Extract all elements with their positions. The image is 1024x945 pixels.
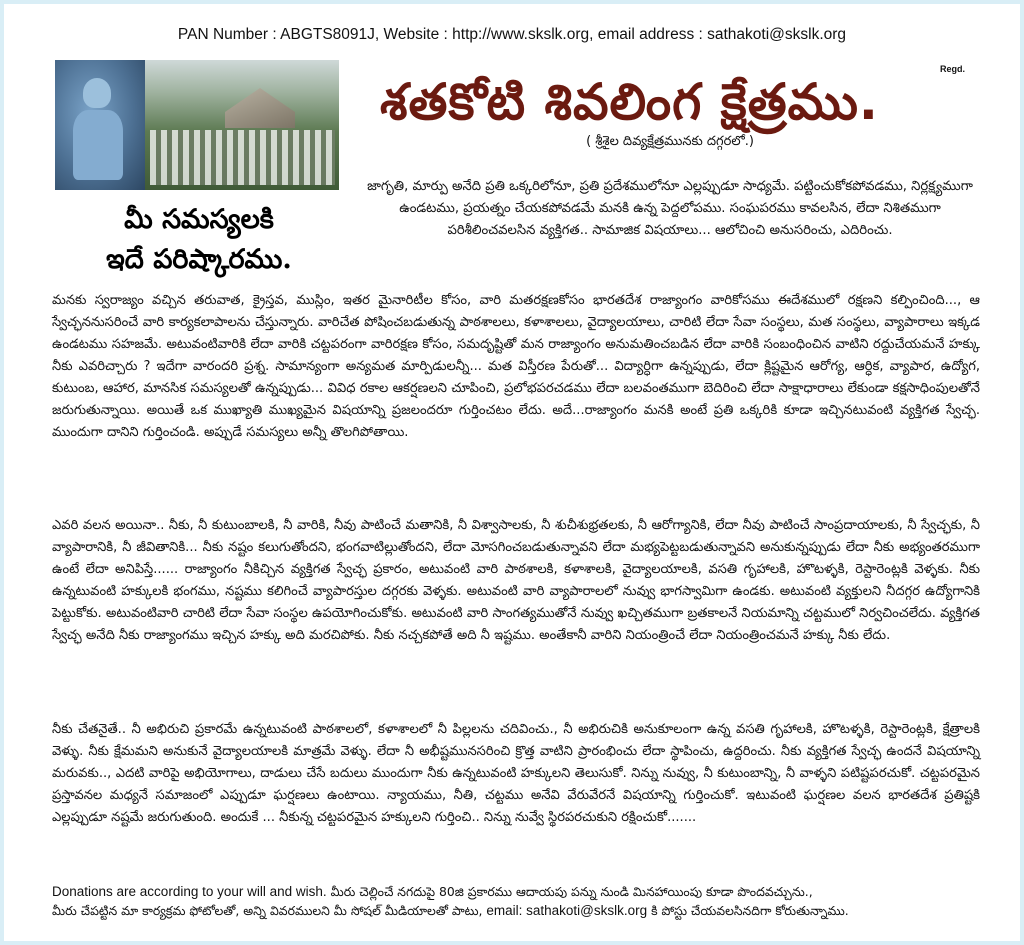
- shiva-statue-image: [55, 60, 145, 190]
- regd-label: Regd.: [940, 64, 966, 74]
- footer: [52, 882, 1012, 920]
- page-subtitle: ( శ్రీశైల దివ్యక్షేత్రమునకు దగ్గరలో.): [586, 134, 754, 149]
- footer-social-text: మీరు చేపట్టిన మా కార్యక్రమ ఫోటోలతో, అన్ని వివరములని మీ సోషల్ మీడియాలతో పాటు,: [52, 903, 487, 918]
- footer-line-2: [52, 901, 1012, 920]
- body-paragraph-3: నీకు చేతనైతే.. నీ అభిరుచి ప్రకారమే ఉన్నటువంటి పాఠశాలలో, కళాశాలలో నీ పిల్లలను చదివించు., నీ అభిరుచికి అనుకూలంగా ఉన్న వసతి గృహాలకి, హొటళ్ళకి, రెస్టారెంట్లకి, క్షేత్రాలకి వెళ్ళు. నీకు క్షేమమని అనుకునే వైద్యాలయాలకి మాత్రమే వెళ్ళు. లేదా నీ అభీష్టమునసరించి క్రొత్త వాటిని ప్రారంభించు లేదా స్థాపించు, ఉద్దరించు. నీకు వ్యక్తిగత స్వేచ్ఛ ఉందనే విషయాన్ని మరువకు.., ఎదటి వారిపై అభియోగాలు, దాడులు చేసే బదులు ముందుగా నీకు ఉన్నటువంటి హక్కులని తెలుసుకో. నిన్ను నువ్వు, నీ కుటుంబాన్ని, నీ వాళ్ళని పటిష్టపరచుకో. చట్టపరమైన ప్రస్తావనల మధ్యనే సమాజంలో ఎప్పుడూ ఘర్షణలు ఉంటాయి. న్యాయము, నీతి, చట్టము అనేవి వేరువేరనే విషయాన్ని గుర్తించుకో. ఇటువంటి ఘర్షణల వలన భారతదేశ ప్రతిష్టకి ఎల్లప్పుడూ నష్టమే జరుగుతుంది. అందుకే ... నీకున్న చట్టపరమైన హక్కులని గుర్తించి.. నిన్ను నువ్వే స్థిరపరచుకుని రక్షించుకో.......: [52, 722, 980, 825]
- body-paragraph-1: మనకు స్వరాజ్యం వచ్చిన తరువాత, క్రైస్తవ, ముస్లిం, ఇతర మైనారిటీల కోసం, వారి మతరక్షణకోసం భారతదేశ రాజ్యాంగం వారికోసము ఈదేశములో రక్షణని కల్పించింది..., ఆ స్వేచ్ఛననుసరించే వారి కార్యకలాపాలను చేస్తున్నారు. వారిచేత పోషించబడుతున్న పాఠశాలలు, కళాశాలలు, వైద్యాలయాలు, చారిటి లేదా సేవా సంస్థలు, మత సంస్థలు, వ్యాపారాలు ఇక్కడ ఉండటము సహజమే. అటువంటివారికి లేదా వారికి చట్టపరంగా వారిరక్షణ కోసం, సమదృష్టితో మన రాజ్యాంగం అనుమతించబడిన లేదా వారికి సంబంధించిన వాటిని రద్దుచేయమనే హక్కు నీకు ఎవరిచ్చారు ? ఇదేగా వారందరి ప్రశ్న. సామాన్యంగా అన్యమత మార్పిడులన్నీ... మత విస్తీరణ పేరుతో... విద్యార్ధిగా ఉన్నప్పుడు, లేదా క్లిష్టమైన ఆరోగ్య, ఆర్ధిక, వ్యాపార, ఉద్యోగ, కుటుంబ, ఆహార, మానసిక సమస్యలతో ఉన్నప్పుడు... వివిధ రకాల ఆకర్షణలని చూపించి, ప్రలోభపరచడము లేదా బలవంతముగా బెదిరించి లేదా సాక్షాధారాలు లేకుండా కక్షసాధింపులతోనే జరుగుతున్నాయి. అయితే ఒక ముఖ్యాతి ముఖ్యమైన విషయాన్ని ప్రజలందరూ గుర్తించటం లేదు. అదే...రాజ్యాంగం మనకి అంటే ప్రతి ఒక్కరికి కూడా ఇచ్చినటువంటి వ్యక్తిగత స్వేచ్ఛ. ముందుగా దానిని గుర్తించండి. అప్పుడే సమస్యలు అన్నీ తొలగిపోతాయి.: [52, 293, 980, 440]
- photo-crowd: [150, 130, 335, 185]
- tagline-line-1: మీ సమస్యలకి: [124, 204, 274, 235]
- tagline-line-2: ఇదే పరిష్కారము.: [106, 244, 292, 275]
- footer-request-text: కి పోస్టు చేయవలసినదిగా కోరుతున్నాము.: [647, 903, 849, 918]
- tagline: [60, 200, 338, 280]
- contact-line: PAN Number : ABGTS8091J, Website : http://www.skslk.org, email address : sathakoti@skslk.org: [177, 26, 847, 43]
- footer-tax-text: మీరు చెల్లించే నగదుపై 80జి ప్రకారము ఆదాయపు పన్ను నుండి మినహాయింపు కూడా పొందవచ్చును.,: [326, 884, 813, 899]
- intro-paragraph: జాగృతి, మార్పు అనేది ప్రతి ఒక్కరిలోనూ, ప్రతి ప్రదేశములోనూ ఎల్లప్పుడూ సాధ్యమే. పట్టించుకోకపోవడము, నిర్లక్ష్యముగా ఉండటము, ప్రయత్నం చేయకపోవడమే మనకి ఉన్న పెద్దలోపము. సంఘపరము కావలసిన, లేదా నిశితముగా పరిశీలించవలసిన వ్యక్తిగత.. సామాజిక విషయాలు... ఆలోచించి అనుసరించు, ఎదిరించు.: [367, 179, 973, 238]
- footer-donations-text: Donations are according to your will and wish.: [52, 884, 327, 899]
- footer-line-1: [52, 882, 1012, 901]
- header-photo: [55, 60, 339, 190]
- footer-email: email: sathakoti@skslk.org: [486, 903, 648, 918]
- page-title: శతకోటి శివలింగ క్షేత్రము.: [380, 73, 879, 131]
- body-paragraph-2: ఎవరి వలన అయినా.. నీకు, నీ కుటుంబాలకి, నీ వారికి, నీవు పాటించే మతానికి, నీ విశ్వాసాలకు, నీ శుచీశుభ్రతలకు, నీ ఆరోగ్యానికి, లేదా నీవు పాటించే సాంప్రదాయాలకు, నీ స్వేచ్ఛకు, నీ వ్యాపారానికి, నీ జీవితానికి... నీకు నష్టం కలుగుతోందని, భంగవాటిల్లుతోందని, లేదా మోసగించబడుతున్నావని లేదా మభ్యపెట్టబడుతున్నావని అనుకున్నప్పుడు లేదా నీకు అభ్యంతరముగా ఉంటే లేదా అనిపిస్తే...... రాజ్యాంగం నీకిచ్చిన వ్యక్తిగత స్వేచ్ఛ ప్రకారం, అటువంటి వారి పాఠశాలకి, కళాశాలకి, వైద్యాలయాలకి, వసతి గృహాలకి, హొటళ్ళకి, రెస్టారెంట్లకి వెళ్ళకు. నీకు ఉన్నటువంటి హక్కులకి భంగము, నష్టము కలిగించే వ్యాపారస్తుల దగ్గరకు వెళ్ళకు. అటువంటి వారి వ్యాపారాలలో నువ్వు భాగస్వామిగా ఉండకు. అటువంటి వ్యక్తులని నీదగ్గర ఉద్యోగానికి పెట్టుకోకు. అటువంటివారి చారిటి లేదా సేవా సంస్థల ఉపయోగించుకోకు. అటువంటి వారి సాంగత్యముతోనే నువ్వు ఖచ్చితముగా బ్రతకాలనే నియమాన్ని చట్టములో నిర్వచించలేదు. వ్యక్తిగత స్వేచ్ఛ అనేది నీకు రాజ్యాంగము ఇచ్చిన హక్కు అది మరచిపోకు. నీకు నచ్చకపోతే అది నీ ఇష్టము. అంతేకానీ వారిని నియంత్రించే లేదా నియంత్రించమనే హక్కు నీకు లేదు.: [52, 518, 980, 643]
